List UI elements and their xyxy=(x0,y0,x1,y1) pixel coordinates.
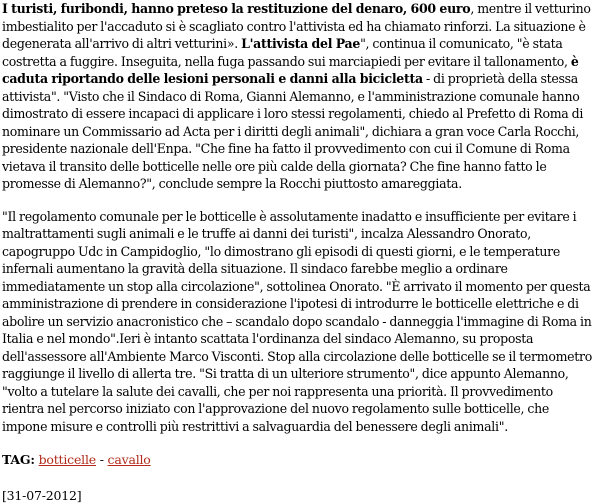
body-text: - di proprietà della stessa attivista". "Visto che il Sindaco di Roma, Gianni Alemanno, e l'amministrazione comunale hanno dimostrato di essere incapaci di applicare i loro stessi regolamenti, chiedo al Prefetto di Roma di nominare un Commissario ad Acta per i diritti degli animali", dichiara a gran voce Carla Rocchi, presidente nazionale dell'Enpa. "Che fine ha fatto il provvedimento con cui il Comune di Roma vietava il transito delle botticelle nelle ore più calde della giornata? Che fine hanno fatto le promesse di Alemanno?", conclude sempre la Rocchi piuttosto amareggiata. xyxy=(2,71,584,191)
tags-line xyxy=(2,451,596,468)
body-text: , mentre il vetturino imbestialito per l'accaduto si è scagliato contro l'attivista ed ha chiamato rinforzi. La situazione è degenerata all'arrivo di altri vetturini». xyxy=(2,1,591,51)
bold-text: L'attivista del Pae xyxy=(241,36,361,51)
tags-label: TAG: xyxy=(2,452,35,467)
tag-link-botticelle[interactable]: botticelle xyxy=(38,452,96,467)
tag-link-cavallo[interactable]: cavallo xyxy=(107,452,151,467)
publication-date: [31-07-2012] xyxy=(2,488,82,503)
article-paragraph-2: "Il regolamento comunale per le botticelle è assolutamente inadatto e insufficiente per evitare i maltrattamenti sugli animali e le truffe ai danni dei turisti", incalza Alessandro Onorato, capogruppo Udc in Campidoglio, "lo dimostrano gli episodi di questi giorni, e le temperature infernali aumentano la gravità della situazione. Il sindaco farebbe meglio a ordinare immediatamente un stop alla circolazione", sottolinea Onorato. "È arrivato il momento per questa amministrazione di prendere in considerazione l'ipotesi di introdurre le botticelle elettriche e di abolire un servizio anacronistico che – scandalo dopo scandalo - danneggia l'immagine di Roma in Italia e nel mondo".Ieri è intanto scattata l'ordinanza del sindaco Alemanno, su proposta dell'assessore all'Ambiente Marco Visconti. Stop alla circolazione delle botticelle se il termometro raggiunge il livello di allerta tre. "Si tratta di un ulteriore strumento", dice appunto Alemanno, "volto a tutelare la salute dei cavalli, che per noi rappresenta una priorità. Il provvedimento rientra nel percorso iniziato con l'approvazione del nuovo regolamento sulle botticelle, che impone misure e controlli più restrittivi a salvaguardia del benessere degli animali". xyxy=(2,208,592,434)
article-paragraph-1 xyxy=(2,0,596,193)
article xyxy=(2,0,596,504)
tag-separator: - xyxy=(95,452,108,467)
body-text: ", continua il comunicato, "è stata costretta a fuggire. Inseguita, nella fuga passando sui marciapiedi per evitare il tallonamento, xyxy=(2,36,571,69)
bold-text: I turisti, furibondi, hanno preteso la restituzione del denaro, 600 euro xyxy=(2,1,471,16)
bold-text: è caduta riportando delle lesioni personali e danni alla bicicletta xyxy=(2,53,579,86)
